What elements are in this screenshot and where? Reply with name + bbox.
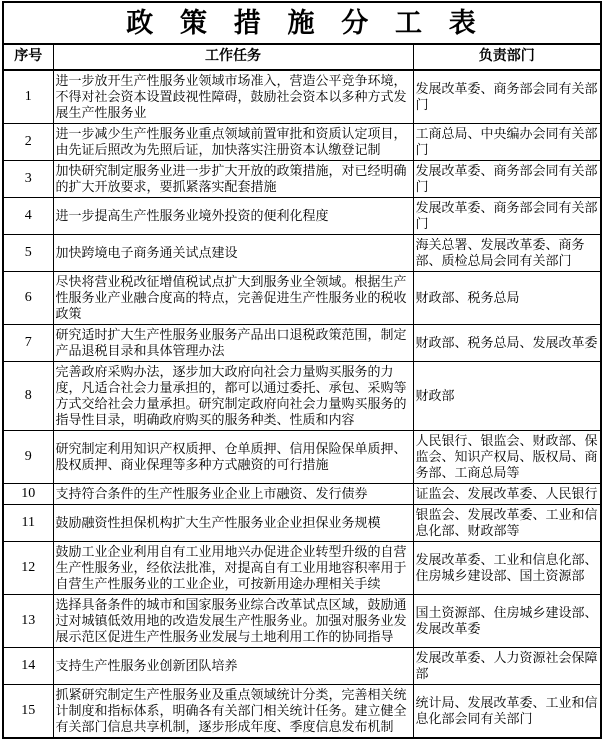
task-cell: 完善政府采购办法，逐步加大政府向社会力量购买服务的力度，凡适合社会力量承担的，都可以通过委托、承包、采购等方式交给社会力量承担。研究制定政府向社会力量购买服务的指导性目录，明确政府购买的服务种类、性质和内容 bbox=[53, 362, 413, 431]
row-index-cell: 3 bbox=[3, 161, 53, 198]
table-row bbox=[3, 505, 601, 542]
row-index-cell: 11 bbox=[3, 505, 53, 542]
table-row bbox=[3, 542, 601, 595]
page-title: 政 策 措 施 分 工 表 bbox=[3, 2, 601, 44]
table-row bbox=[3, 484, 601, 505]
department-cell: 发展改革委、商务部会同有关部门 bbox=[413, 198, 601, 235]
department-cell: 发展改革委、商务部会同有关部门 bbox=[413, 70, 601, 124]
column-header-department: 负责部门 bbox=[413, 44, 601, 70]
column-header-task: 工作任务 bbox=[53, 44, 413, 70]
row-index-cell: 6 bbox=[3, 272, 53, 325]
task-cell: 支持生产性服务业创新团队培养 bbox=[53, 648, 413, 685]
table-row bbox=[3, 431, 601, 484]
document-sheet bbox=[2, 1, 600, 739]
department-cell: 工商总局、中央编办会同有关部门 bbox=[413, 124, 601, 161]
row-index-cell: 5 bbox=[3, 235, 53, 272]
table-row bbox=[3, 198, 601, 235]
table-row bbox=[3, 70, 601, 124]
task-cell: 进一步提高生产性服务业境外投资的便利化程度 bbox=[53, 198, 413, 235]
task-cell: 尽快将营业税改征增值税试点扩大到服务业全领域。根据生产性服务业产业融合度高的特点，完善促进生产性服务业的税收政策 bbox=[53, 272, 413, 325]
task-cell: 进一步放开生产性服务业领域市场准入，营造公平竞争环境，不得对社会资本设置歧视性障碍，鼓励社会资本以多种方式发展生产性服务业 bbox=[53, 70, 413, 124]
table-row bbox=[3, 685, 601, 739]
task-cell: 加快跨境电子商务通关试点建设 bbox=[53, 235, 413, 272]
task-cell: 鼓励工业企业利用自有工业用地兴办促进企业转型升级的自营生产性服务业，经依法批准，对提高自有工业用地容积率用于自营生产性服务业的工业企业，可按新用途办理相关手续 bbox=[53, 542, 413, 595]
table-row bbox=[3, 272, 601, 325]
department-cell: 证监会、发展改革委、人民银行 bbox=[413, 484, 601, 505]
table-body bbox=[3, 70, 601, 738]
department-cell: 银监会、发展改革委、工业和信息化部、财政部等 bbox=[413, 505, 601, 542]
department-cell: 发展改革委、工业和信息化部、住房城乡建设部、国土资源部 bbox=[413, 542, 601, 595]
row-index-cell: 2 bbox=[3, 124, 53, 161]
department-cell: 发展改革委、人力资源社会保障部 bbox=[413, 648, 601, 685]
table-row bbox=[3, 595, 601, 648]
table-row bbox=[3, 161, 601, 198]
row-index-cell: 14 bbox=[3, 648, 53, 685]
table-row bbox=[3, 362, 601, 431]
row-index-cell: 13 bbox=[3, 595, 53, 648]
department-cell: 人民银行、银监会、财政部、保监会、知识产权局、版权局、商务部、工商总局等 bbox=[413, 431, 601, 484]
row-index-cell: 8 bbox=[3, 362, 53, 431]
task-cell: 加快研究制定服务业进一步扩大开放的政策措施，对已经明确的扩大开放要求，要抓紧落实配套措施 bbox=[53, 161, 413, 198]
policy-measures-table bbox=[2, 1, 602, 739]
department-cell: 财政部、税务总局、发展改革委 bbox=[413, 325, 601, 362]
department-cell: 财政部、税务总局 bbox=[413, 272, 601, 325]
task-cell: 研究制定利用知识产权质押、仓单质押、信用保险保单质押、股权质押、商业保理等多种方式融资的可行措施 bbox=[53, 431, 413, 484]
department-cell: 发展改革委、商务部会同有关部门 bbox=[413, 161, 601, 198]
department-cell: 国土资源部、住房城乡建设部、发展改革委 bbox=[413, 595, 601, 648]
table-row bbox=[3, 235, 601, 272]
row-index-cell: 10 bbox=[3, 484, 53, 505]
table-row bbox=[3, 648, 601, 685]
row-index-cell: 12 bbox=[3, 542, 53, 595]
task-cell: 研究适时扩大生产性服务业服务产品出口退税政策范围，制定产品退税目录和具体管理办法 bbox=[53, 325, 413, 362]
header-row bbox=[3, 44, 601, 70]
row-index-cell: 9 bbox=[3, 431, 53, 484]
table-row bbox=[3, 325, 601, 362]
task-cell: 进一步减少生产性服务业重点领域前置审批和资质认定项目，由先证后照改为先照后证，加快落实注册资本认缴登记制 bbox=[53, 124, 413, 161]
row-index-cell: 1 bbox=[3, 70, 53, 124]
department-cell: 海关总署、发展改革委、商务部、质检总局会同有关部门 bbox=[413, 235, 601, 272]
task-cell: 抓紧研究制定生产性服务业及重点领域统计分类，完善相关统计制度和指标体系，明确各有关部门相关统计任务。建立健全有关部门信息共享机制，逐步形成年度、季度信息发布机制 bbox=[53, 685, 413, 739]
row-index-cell: 4 bbox=[3, 198, 53, 235]
task-cell: 支持符合条件的生产性服务业企业上市融资、发行债券 bbox=[53, 484, 413, 505]
task-cell: 选择具备条件的城市和国家服务业综合改革试点区域，鼓励通过对城镇低效用地的改造发展生产性服务业。加强对服务业发展示范区促进生产性服务业发展与土地利用工作的协同指导 bbox=[53, 595, 413, 648]
department-cell: 财政部 bbox=[413, 362, 601, 431]
table-row bbox=[3, 124, 601, 161]
title-row bbox=[3, 2, 601, 44]
row-index-cell: 15 bbox=[3, 685, 53, 739]
department-cell: 统计局、发展改革委、工业和信息化部会同有关部门 bbox=[413, 685, 601, 739]
row-index-cell: 7 bbox=[3, 325, 53, 362]
task-cell: 鼓励融资性担保机构扩大生产性服务业企业担保业务规模 bbox=[53, 505, 413, 542]
column-header-index: 序号 bbox=[3, 44, 53, 70]
